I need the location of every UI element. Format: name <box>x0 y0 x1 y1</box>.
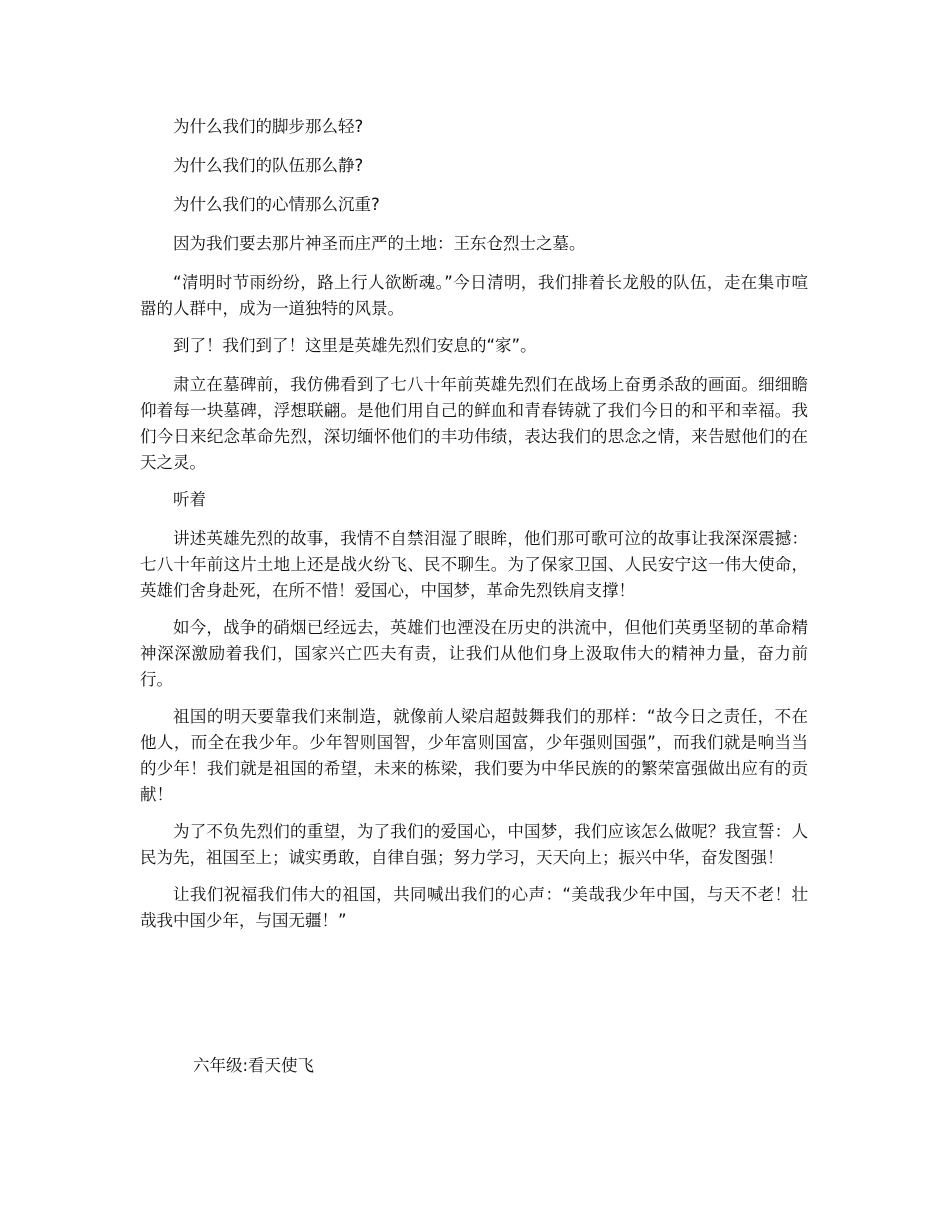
paragraph: 听着 <box>173 490 206 509</box>
paragraph: 因为我们要去那片神圣而庄严的土地：王东仓烈士之墓。 <box>173 234 586 253</box>
paragraph: 为什么我们的脚步那么轻? <box>173 117 364 136</box>
paragraph: 为什么我们的心情那么沉重? <box>173 195 380 214</box>
essay-body <box>140 114 808 945</box>
paragraph: “清明时节雨纷纷，路上行人欲断魂。”今日清明，我们排着长龙般的队伍，走在集市喧嚣的人群中，成为一道独特的风景。 <box>140 273 808 318</box>
paragraph: 肃立在墓碑前，我仿佛看到了七八十年前英雄先烈们在战场上奋勇杀敌的画面。细细瞻仰着每一块墓碑，浮想联翩。是他们用自己的鲜血和青春铸就了我们今日的和平和幸福。我们今日来纪念革命先烈，深切缅怀他们的丰功伟绩，表达我们的思念之情，来告慰他们的在天之灵。 <box>140 375 808 472</box>
paragraph: 到了！我们到了！这里是英雄先烈们安息的“家”。 <box>173 336 537 355</box>
author-line: 六年级:看天使飞 <box>193 1056 315 1075</box>
paragraph: 为了不负先烈们的重望，为了我们的爱国心，中国梦，我们应该怎么做呢？我宣誓：人民为先，祖国至上；诚实勇敢，自律自强；努力学习，天天向上；振兴中华，奋发图强！ <box>140 822 808 867</box>
paragraph: 讲述英雄先烈的故事，我情不自禁泪湿了眼眸，他们那可歌可泣的故事让我深深震撼：七八十年前这片土地上还是战火纷飞、民不聊生。为了保家卫国、人民安宁这一伟大使命，英雄们舍身赴死，在所不惜！爱国心，中国梦，革命先烈铁肩支撑！ <box>140 529 808 600</box>
paragraph: 让我们祝福我们伟大的祖国，共同喊出我们的心声：“美哉我少年中国，与天不老！壮哉我中国少年，与国无疆！” <box>140 885 808 930</box>
paragraph: 为什么我们的队伍那么静? <box>173 156 364 175</box>
paragraph: 祖国的明天要靠我们来制造，就像前人梁启超鼓舞我们的那样：“故今日之责任，不在他人，而全在我少年。少年智则国智，少年富则国富，少年强则国强”，而我们就是响当当的少年！我们就是祖国的希望，未来的栋梁，我们要为中华民族的的繁荣富强做出应有的贡献！ <box>140 707 808 804</box>
paragraph: 如今，战争的硝烟已经远去，英雄们也湮没在历史的洪流中，但他们英勇坚韧的革命精神深深激励着我们，国家兴亡匹夫有责，让我们从他们身上汲取伟大的精神力量，奋力前行。 <box>140 618 808 689</box>
